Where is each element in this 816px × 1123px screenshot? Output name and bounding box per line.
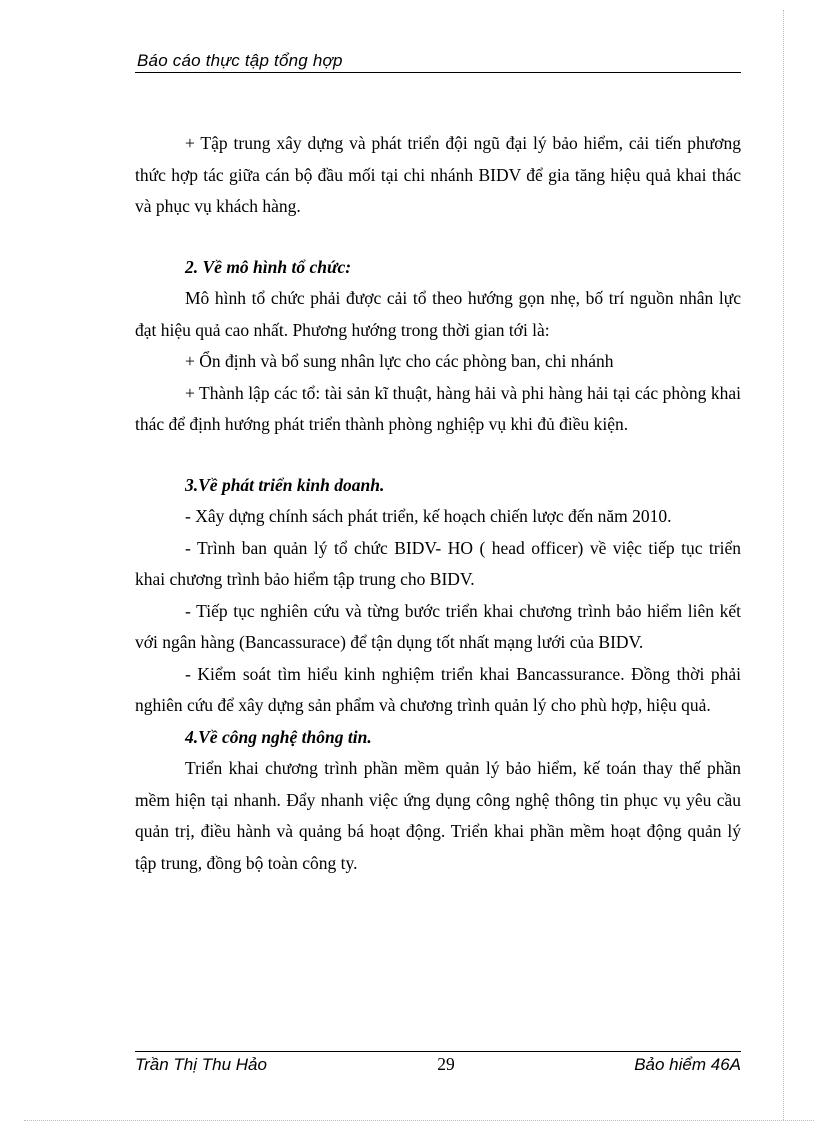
section-heading-it: 4.Về công nghệ thông tin.: [185, 726, 372, 747]
section-heading-business: 3.Về phát triển kinh doanh.: [185, 474, 385, 495]
paragraph-teams: + Thành lập các tổ: tài sản kĩ thuật, hàng hải và phi hàng hải tại các phòng khai thác để định hướng phát triển thành phòng nghiệp vụ khi đủ điều kiện.: [135, 382, 741, 434]
footer-divider: [135, 1051, 741, 1052]
paragraph-bancassurance-research: - Tiếp tục nghiên cứu và từng bước triển khai chương trình bảo hiểm liên kết với ngân hàng (Bancassurace) để tận dụng tốt nhất mạng lưới của BIDV.: [135, 600, 741, 652]
footer-class: Bảo hiểm 46A: [634, 1055, 741, 1074]
paragraph-software: Triển khai chương trình phần mềm quản lý bảo hiểm, kế toán thay thế phần mềm hiện tại nhanh. Đẩy nhanh việc ứng dụng công nghệ thông tin phục vụ yêu cầu quản trị, điều hành và quảng bá hoạt động. Triển khai phần mềm hoạt động quản lý tập trung, đồng bộ toàn công ty.: [135, 758, 741, 873]
paragraph-strategy: - Xây dựng chính sách phát triển, kế hoạch chiến lược đến năm 2010.: [185, 506, 672, 526]
page-border-right: [783, 10, 784, 1120]
paragraph-organization-model: Mô hình tổ chức phải được cải tổ theo hướng gọn nhẹ, bố trí nguồn nhân lực đạt hiệu quả cao nhất. Phương hướng trong thời gian tới là:: [135, 288, 741, 340]
spacer: [135, 223, 741, 252]
document-body: [135, 128, 741, 879]
page-border-bottom: [24, 1120, 814, 1121]
paragraph-staffing: + Ổn định và bổ sung nhân lực cho các phòng ban, chi nhánh: [185, 351, 614, 371]
section-heading-organization: 2. Về mô hình tổ chức:: [185, 256, 352, 277]
page-number: 29: [437, 1054, 455, 1074]
footer-author: Trần Thị Thu Hảo: [135, 1055, 267, 1074]
paragraph-agent-network: + Tập trung xây dựng và phát triển đội ngũ đại lý bảo hiểm, cải tiến phương thức hợp tác giữa cán bộ đầu mối tại chi nhánh BIDV để gia tăng hiệu quả khai thác và phục vụ khách hàng.: [135, 133, 741, 216]
header-title: Báo cáo thực tập tổng hợp: [137, 51, 343, 70]
paragraph-bancassurance-control: - Kiểm soát tìm hiểu kinh nghiệm triển khai Bancassurance. Đồng thời phải nghiên cứu để xây dựng sản phẩm và chương trình quản lý cho phù hợp, hiệu quả.: [135, 663, 741, 715]
page-header: [135, 48, 741, 73]
paragraph-bidv-ho: - Trình ban quản lý tổ chức BIDV- HO ( head officer) về việc tiếp tục triển khai chương trình bảo hiểm tập trung cho BIDV.: [135, 537, 741, 589]
spacer: [135, 441, 741, 470]
